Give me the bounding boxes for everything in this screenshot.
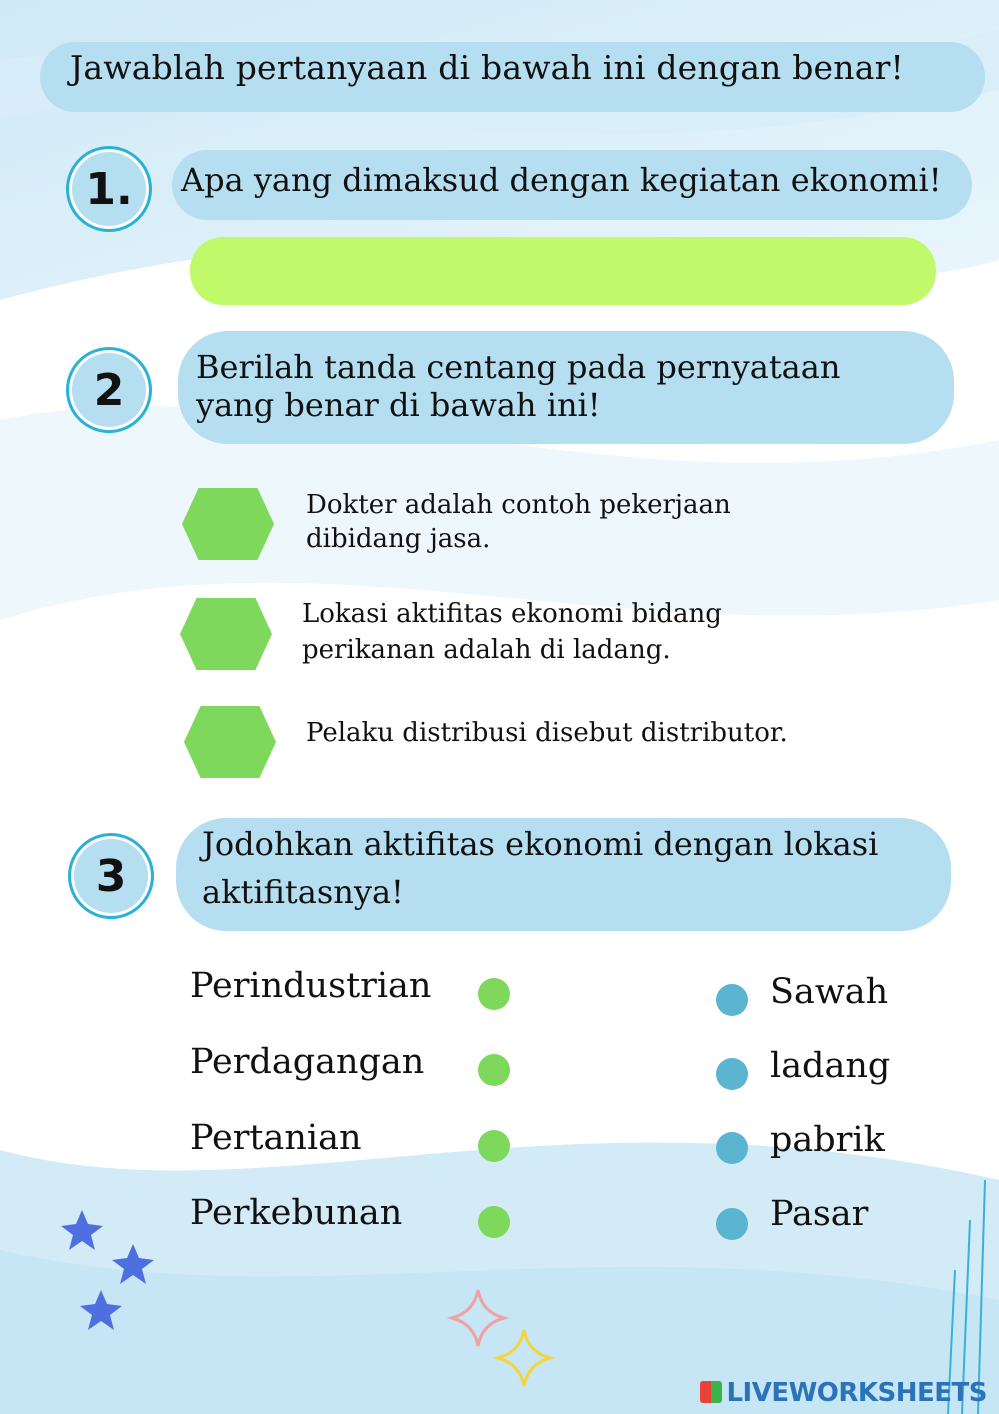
match-left-dot-2[interactable] xyxy=(478,1054,510,1086)
match-left-dot-4[interactable] xyxy=(478,1206,510,1238)
question-2-text-line2: yang benar di bawah ini! xyxy=(196,386,601,424)
match-left-label-2: Perdagangan xyxy=(190,1042,425,1082)
statement-1-checkbox[interactable] xyxy=(182,488,274,560)
match-left-label-1: Perindustrian xyxy=(190,966,432,1006)
statement-3-text: Pelaku distribusi disebut distributor. xyxy=(306,718,788,748)
match-right-label-3: pabrik xyxy=(770,1120,885,1160)
statement-1-line2: dibidang jasa. xyxy=(306,524,491,554)
statement-3-checkbox[interactable] xyxy=(184,706,276,778)
question-number-2: 2 xyxy=(66,347,152,433)
question-2-text-line1: Berilah tanda centang pada pernyataan xyxy=(196,348,841,386)
match-right-dot-2[interactable] xyxy=(716,1058,748,1090)
question-3-text-line2: aktifitasnya! xyxy=(202,873,404,911)
liveworksheets-icon xyxy=(700,1381,722,1403)
question-number-3: 3 xyxy=(68,833,154,919)
match-right-dot-1[interactable] xyxy=(716,984,748,1016)
statement-2-line2: perikanan adalah di ladang. xyxy=(302,635,671,665)
match-right-label-1: Sawah xyxy=(770,972,889,1012)
question-1-answer-input[interactable] xyxy=(190,237,936,305)
match-right-label-2: ladang xyxy=(770,1046,891,1086)
liveworksheets-logo xyxy=(700,1378,987,1408)
match-left-dot-1[interactable] xyxy=(478,978,510,1010)
match-left-label-4: Perkebunan xyxy=(190,1193,403,1233)
statement-1-line1: Dokter adalah contoh pekerjaan xyxy=(306,490,731,520)
statement-2-checkbox[interactable] xyxy=(180,598,272,670)
match-right-dot-3[interactable] xyxy=(716,1132,748,1164)
question-number-1: 1. xyxy=(66,146,152,232)
match-left-dot-3[interactable] xyxy=(478,1130,510,1162)
match-left-label-3: Pertanian xyxy=(190,1118,362,1158)
question-3-text-line1: Jodohkan aktifitas ekonomi dengan lokasi xyxy=(202,825,879,863)
brand-text: LIVEWORKSHEETS xyxy=(726,1378,987,1408)
question-1-text: Apa yang dimaksud dengan kegiatan ekonomi! xyxy=(181,161,942,199)
statement-2-line1: Lokasi aktifitas ekonomi bidang xyxy=(302,599,722,629)
page-title: Jawablah pertanyaan di bawah ini dengan benar! xyxy=(70,48,905,87)
match-right-label-4: Pasar xyxy=(770,1194,869,1234)
match-right-dot-4[interactable] xyxy=(716,1208,748,1240)
